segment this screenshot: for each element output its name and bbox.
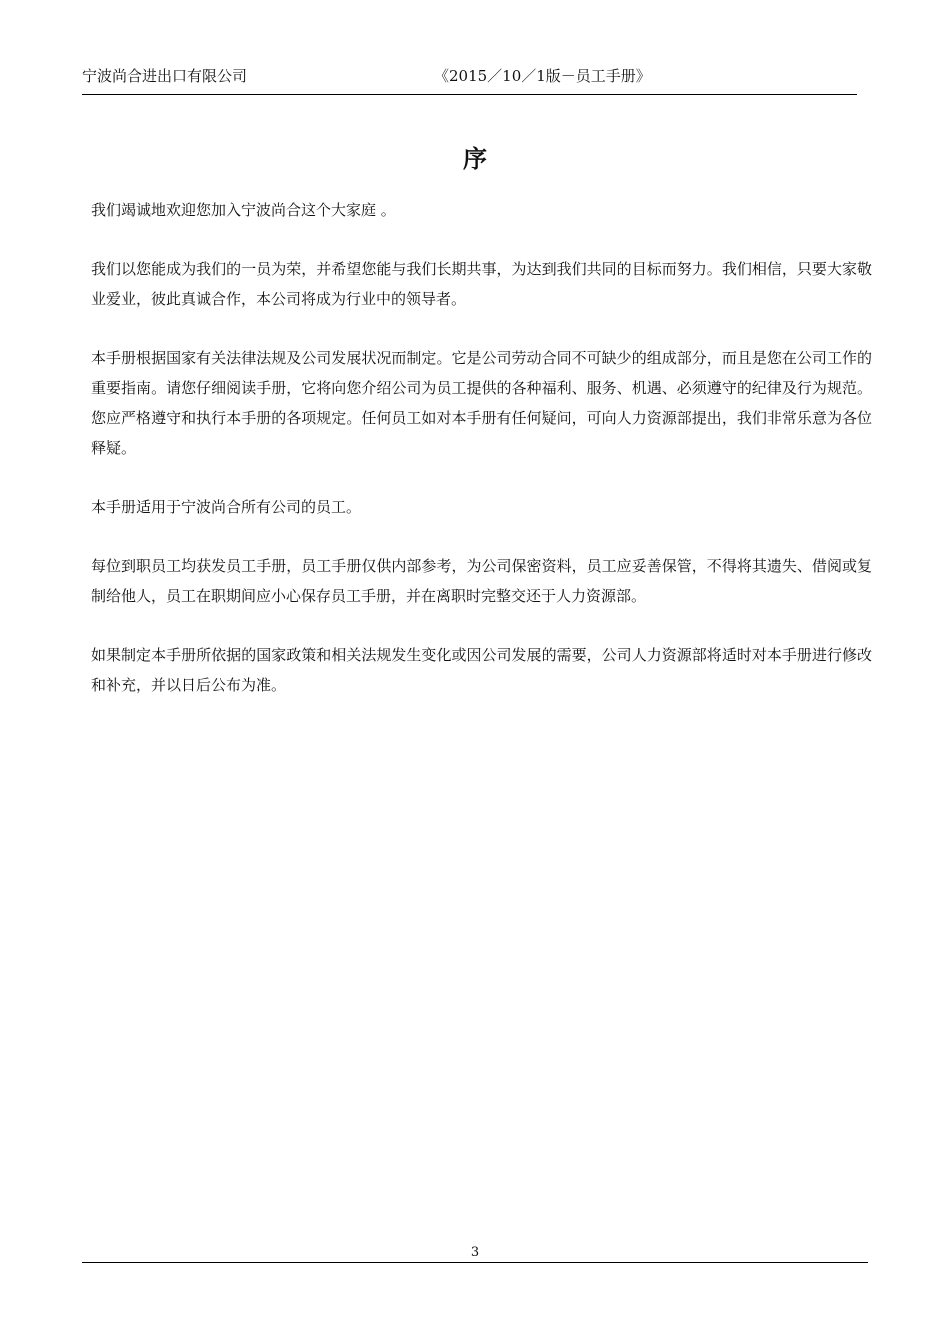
preface-body bbox=[91, 195, 872, 729]
footer-divider bbox=[82, 1262, 868, 1263]
paragraph-mission: 我们以您能成为我们的一员为荣，并希望您能与我们长期共事，为达到我们共同的目标而努力。我们相信，只要大家敬业爱业，彼此真诚合作，本公司将成为行业中的领导者。 bbox=[91, 260, 872, 308]
page-number: 3 bbox=[470, 1245, 480, 1260]
page-header bbox=[82, 64, 857, 95]
paragraph-revisions: 如果制定本手册所依据的国家政策和相关法规发生变化或因公司发展的需要，公司人力资源部将适时对本手册进行修改和补充，并以日后公布为准。 bbox=[91, 646, 872, 694]
paragraph-scope: 本手册适用于宁波尚合所有公司的员工。 bbox=[91, 498, 362, 516]
header-company-name: 宁波尚合进出口有限公司 bbox=[82, 67, 248, 85]
paragraph-purpose: 本手册根据国家有关法律法规及公司发展状况而制定。它是公司劳动合同不可缺少的组成部分，而且是您在公司工作的重要指南。请您仔细阅读手册，它将向您介绍公司为员工提供的各种福利、服务、机遇、必须遵守的纪律及行为规范。您应严格遵守和执行本手册的各项规定。任何员工如对本手册有任何疑问，可向人力资源部提出，我们非常乐意为各位释疑。 bbox=[91, 349, 872, 457]
paragraph-welcome: 我们竭诚地欢迎您加入宁波尚合这个大家庭 。 bbox=[91, 201, 396, 219]
paragraph-confidentiality: 每位到职员工均获发员工手册，员工手册仅供内部参考，为公司保密资料，员工应妥善保管，不得将其遗失、借阅或复制给他人，员工在职期间应小心保存员工手册，并在离职时完整交还于人力资源部。 bbox=[91, 557, 872, 605]
header-document-title: 《2015／10／1版－员工手册》 bbox=[434, 67, 651, 85]
section-title: 序 bbox=[463, 145, 487, 173]
